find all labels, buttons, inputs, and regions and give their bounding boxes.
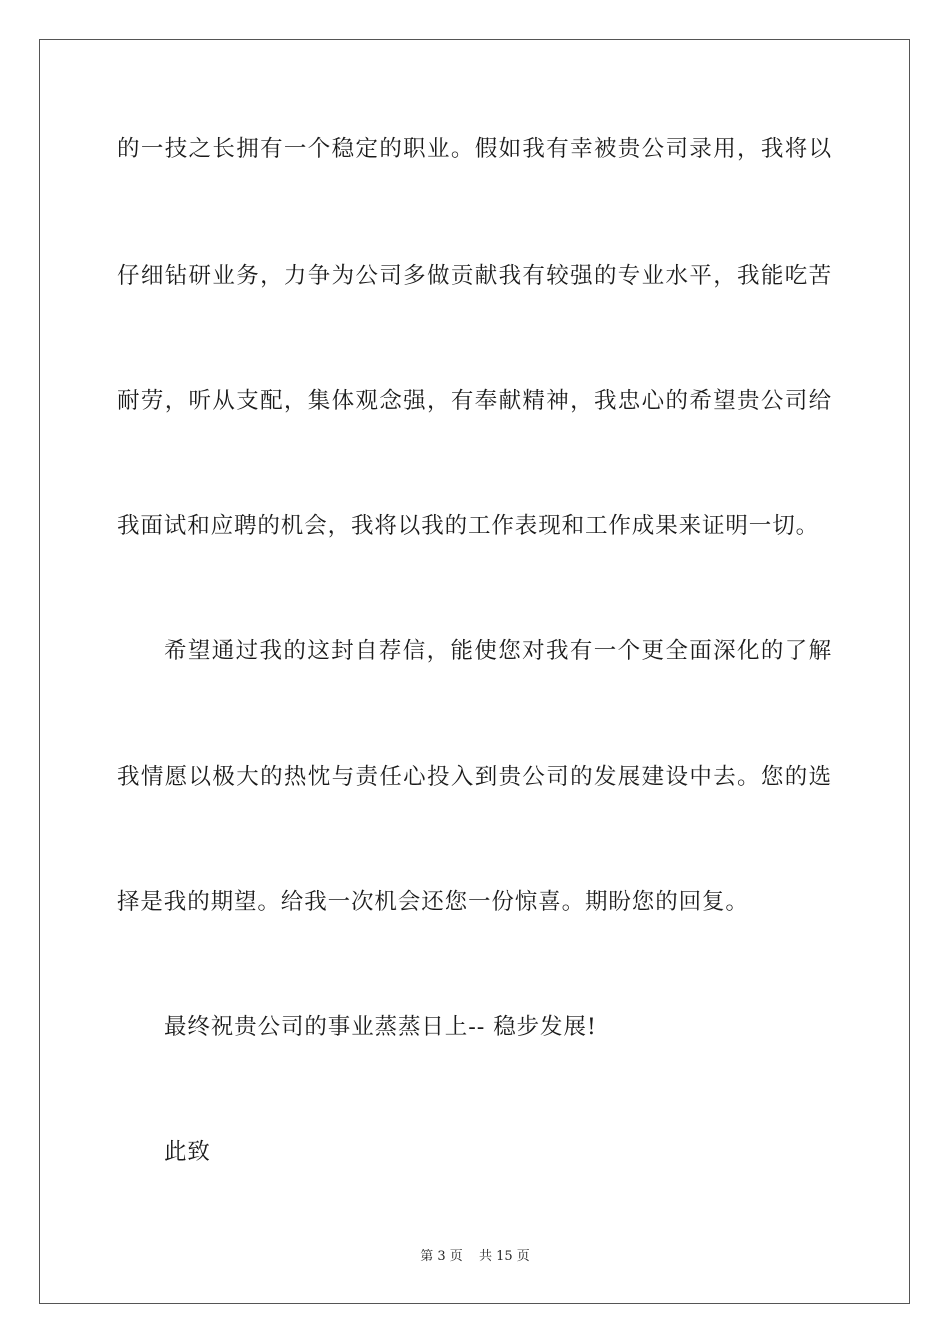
total-pages: 共 15 页 [478, 1249, 530, 1264]
page-footer [0, 1248, 950, 1266]
page-border [39, 39, 910, 1304]
closing-wish: 最终祝贵公司的事业蒸蒸日上-- 稳步发展! [164, 1014, 597, 1040]
body-line: 我面试和应聘的机会，我将以我的工作表现和工作成果来证明一切。 [117, 513, 820, 539]
body-line: 仔细钻研业务，力争为公司多做贡献我有较强的专业水平，我能吃苦 [117, 263, 832, 289]
body-line: 的一技之长拥有一个稳定的职业。假如我有幸被贵公司录用，我将以 [117, 136, 832, 162]
body-line: 耐劳，听从支配，集体观念强，有奉献精神，我忠心的希望贵公司给 [117, 388, 832, 414]
page-number: 第 3 页 [420, 1249, 463, 1264]
paragraph-first-line: 希望通过我的这封自荐信，能使您对我有一个更全面深化的了解 [164, 638, 832, 664]
body-line: 我情愿以极大的热忱与责任心投入到贵公司的发展建设中去。您的选 [117, 764, 832, 790]
closing-salutation: 此致 [164, 1139, 211, 1165]
body-line: 择是我的期望。给我一次机会还您一份惊喜。期盼您的回复。 [117, 889, 749, 915]
